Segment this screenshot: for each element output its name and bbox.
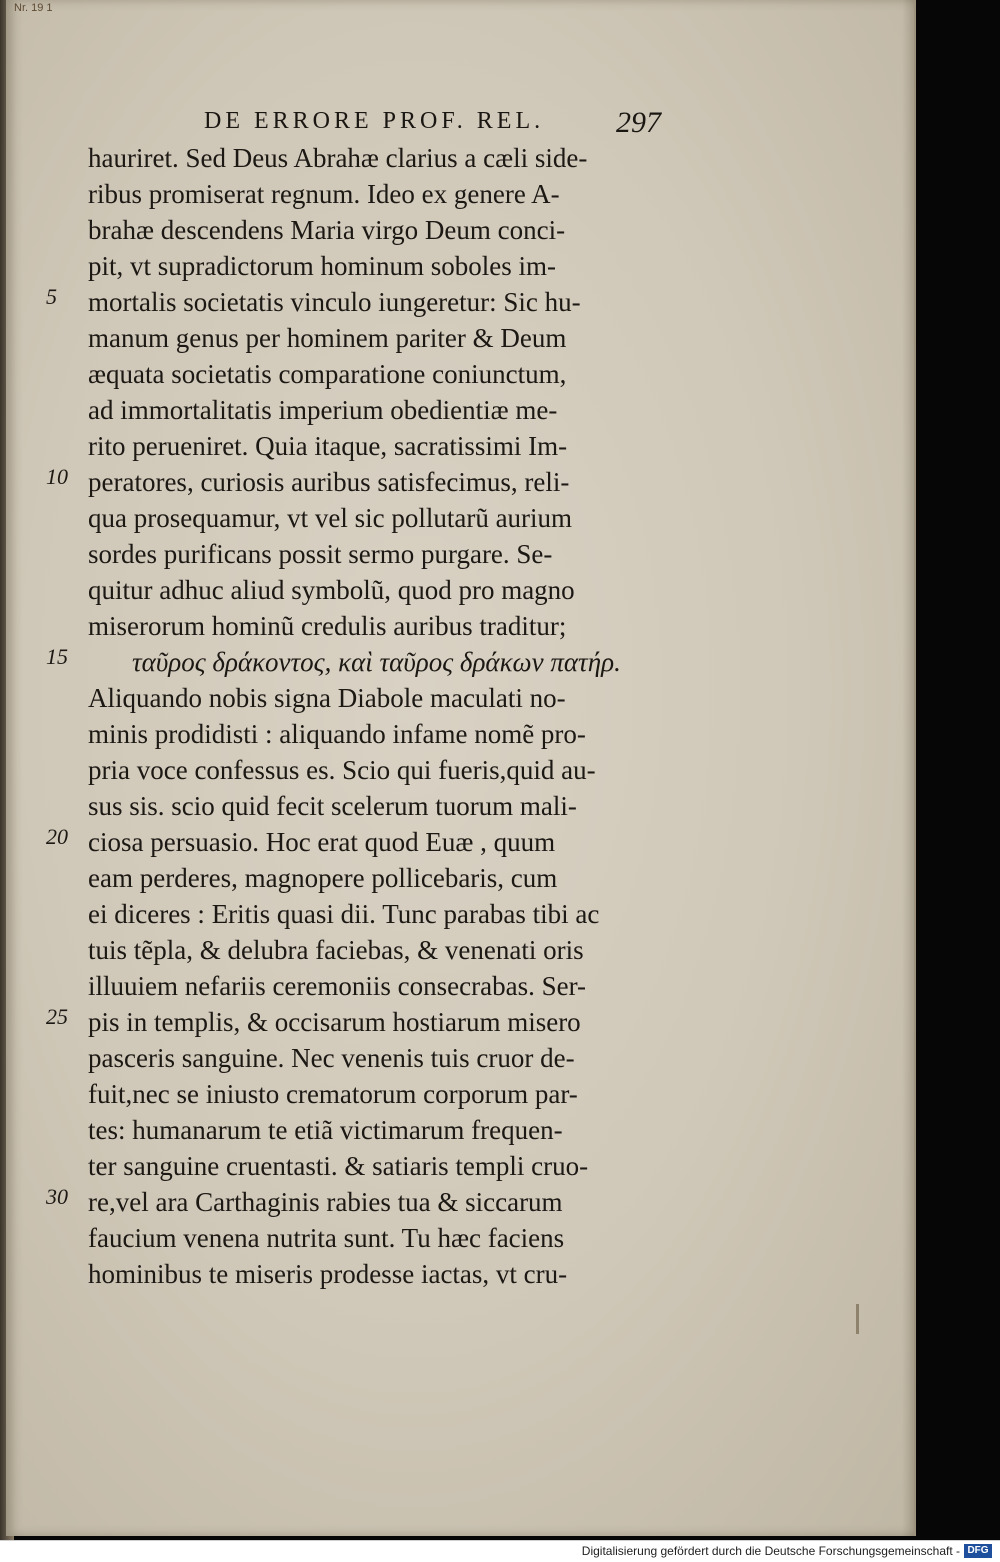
line-number: 30 <box>46 1184 68 1209</box>
text-line: qua prosequamur, vt vel sic pollutarũ aurium <box>88 503 573 533</box>
text-line: re,vel ara Carthaginis rabies tua & siccarum <box>88 1187 563 1217</box>
text-line: ad immortalitatis imperium obedientiæ me- <box>88 395 558 425</box>
text-line: ei diceres : Eritis quasi dii. Tunc parabas tibi ac <box>88 899 600 929</box>
dfg-logo: DFG <box>964 1544 992 1558</box>
text-line: hauriret. Sed Deus Abrahæ clarius a cæli side- <box>88 143 588 173</box>
text-line: mortalis societatis vinculo iungeretur: Sic hu- <box>88 287 581 317</box>
text-line: hominibus te miseris prodesse iactas, vt cru- <box>88 1259 568 1289</box>
line-number: 5 <box>46 284 57 309</box>
text-line: eam perderes, magnopere pollicebaris, cum <box>88 863 558 893</box>
text-line: ciosa persuasio. Hoc erat quod Euæ , quum <box>88 827 556 857</box>
text-line: ter sanguine cruentasti. & satiaris templi cruo- <box>88 1151 589 1181</box>
running-head: DE ERRORE PROF. REL. <box>204 108 545 134</box>
text-line: pis in templis, & occisarum hostiarum misero <box>88 1007 581 1037</box>
footer-bar <box>0 1540 1000 1562</box>
line-number: 10 <box>46 464 68 489</box>
text-line: illuuiem nefariis ceremoniis consecrabas. Ser- <box>88 971 587 1001</box>
text-line: peratores, curiosis auribus satisfecimus, reli- <box>88 467 570 497</box>
page-edge-mark <box>856 1304 859 1334</box>
text-line: Aliquando nobis signa Diabole maculati no- <box>88 683 566 713</box>
text-block <box>88 140 692 1292</box>
text-line: sordes purificans possit sermo purgare. Se- <box>88 539 553 569</box>
text-line: tes: humanarum te etiã victimarum frequen- <box>88 1115 563 1145</box>
text-line: quitur adhuc aliud symbolũ, quod pro magno <box>88 575 575 605</box>
text-line: pasceris sanguine. Nec venenis tuis cruor de- <box>88 1043 575 1073</box>
text-line: manum genus per hominem pariter & Deum <box>88 323 567 353</box>
text-line: tuis tẽpla, & delubra faciebas, & venenati oris <box>88 935 584 965</box>
line-number: 20 <box>46 824 68 849</box>
text-line: pit, vt supradictorum hominum soboles im- <box>88 251 556 281</box>
text-line: brahæ descendens Maria virgo Deum conci- <box>88 215 566 245</box>
corner-label: Nr. 19 1 <box>14 2 53 14</box>
greek-text-line: ταῦρος δράκοντος, καὶ ταῦρος δράκων πατήρ. <box>132 647 621 677</box>
page-number: 297 <box>616 106 661 139</box>
text-line: faucium venena nutrita sunt. Tu hæc faciens <box>88 1223 565 1253</box>
text-line: minis prodidisti : aliquando infame nomẽ pro- <box>88 719 586 749</box>
text-line: pria voce confessus es. Scio qui fueris,quid au- <box>88 755 596 785</box>
line-number: 15 <box>46 644 68 669</box>
text-line: ribus promiserat regnum. Ideo ex genere A- <box>88 179 560 209</box>
text-line: fuit,nec se iniusto crematorum corporum par- <box>88 1079 578 1109</box>
text-line: miserorum hominũ credulis auribus traditur; <box>88 611 567 641</box>
text-line: rito perueniret. Quia itaque, sacratissimi Im- <box>88 431 568 461</box>
line-number: 25 <box>46 1004 68 1029</box>
text-line: sus sis. scio quid fecit scelerum tuorum mali- <box>88 791 577 821</box>
text-line: æquata societatis comparatione coniunctum, <box>88 359 567 389</box>
footer-credit: Digitalisierung gefördert durch die Deutsche Forschungsgemeinschaft - <box>581 1544 960 1558</box>
